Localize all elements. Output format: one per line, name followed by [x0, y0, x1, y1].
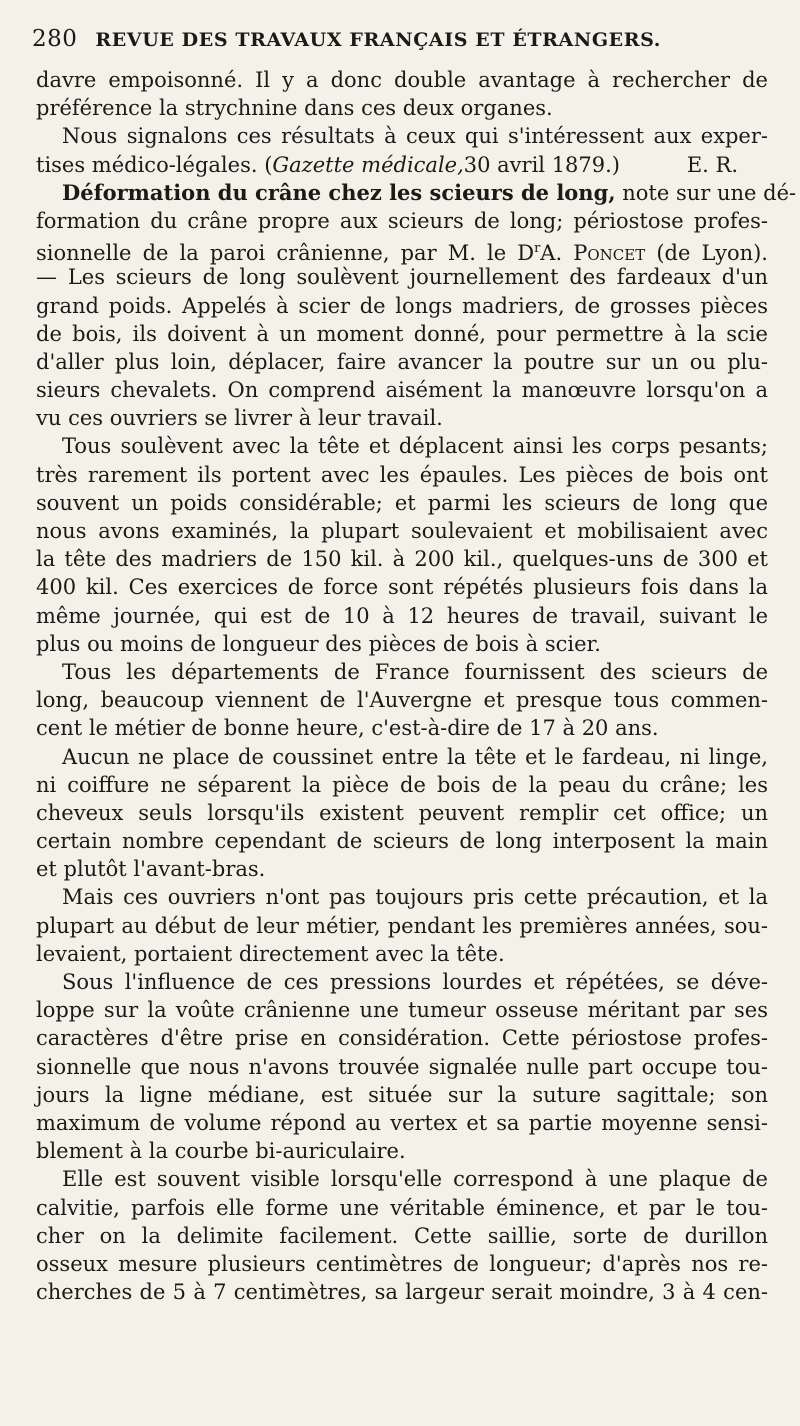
text-line: davre empoisonné. Il y a donc double avantage à rechercher de — [36, 68, 768, 92]
text-line: long, beaucoup viennent de l'Auvergne et presque tous commen- — [36, 688, 768, 713]
text-line: formation du crâne propre aux scieurs de long; périostose profes- — [36, 208, 768, 233]
text-line: souvent un poids considérable; et parmi les scieurs de long que — [36, 490, 768, 515]
text-line: — Les scieurs de long soulèvent journellement des fardeaux d'un — [36, 265, 768, 290]
text-line: maximum de volume répond au vertex et sa partie moyenne sensi- — [36, 1110, 768, 1135]
author-initials: E. R. — [686, 152, 738, 177]
superscript: r — [534, 241, 541, 257]
paragraph-citation — [32, 122, 768, 178]
text-line: vu ces ouvriers se livrer à leur travail. — [36, 406, 443, 431]
text-line: cherches de 5 à 7 centimètres, sa largeur serait moindre, 3 à 4 cen- — [36, 1280, 768, 1305]
author-name: Poncet — [573, 241, 646, 266]
citation-date: 30 avril 1879.) — [463, 152, 621, 177]
text-line: nous avons examinés, la plupart soulevaient et mobilisaient avec — [36, 519, 768, 543]
text-fragment: A. — [540, 241, 574, 266]
text-line: 400 kil. Ces exercices de force sont répétés plusieurs fois dans la — [36, 575, 768, 600]
text-line: caractères d'être prise en considération. Cette périostose profes- — [36, 1026, 768, 1051]
running-head: REVUE DES TRAVAUX FRANÇAIS ET ÉTRANGERS. — [95, 29, 661, 51]
text-line: Tous soulèvent avec la tête et déplacent ainsi les corps pesants; — [62, 434, 768, 459]
text-fragment: note sur une dé- — [615, 180, 797, 205]
text-line: même journée, qui est de 10 à 12 heures de travail, suivant le — [36, 603, 768, 628]
paragraph-loads — [32, 432, 768, 658]
text-line: cheveux seuls lorsqu'ils existent peuvent remplir cet office; un — [36, 800, 768, 825]
text-line: la tête des madriers de 150 kil. à 200 kil., quelques-uns de 300 et — [36, 547, 768, 572]
text-line: Mais ces ouvriers n'ont pas toujours pris cette précaution, et la — [62, 885, 768, 910]
text-line: sieurs chevalets. On comprend aisément la manœuvre lorsqu'on a — [36, 378, 768, 403]
text-line: Elle est souvent visible lorsqu'elle correspond à une plaque de — [62, 1167, 768, 1192]
text-line: préférence la strychnine dans ces deux organes. — [36, 96, 553, 121]
text-line: osseux mesure plusieurs centimètres de longueur; d'après nos re- — [36, 1251, 768, 1276]
text-line — [32, 235, 768, 266]
paragraph-cushion — [32, 743, 768, 884]
text-line: cher on la delimite facilement. Cette saillie, sorte de durillon — [36, 1223, 768, 1248]
text-line: jours la ligne médiane, est située sur la suture sagittale; son — [36, 1082, 768, 1107]
page-number: 280 — [32, 26, 78, 52]
text-line: certain nombre cependant de scieurs de long interposent la main — [36, 829, 768, 854]
text-line: grand poids. Appelés à scier de longs madriers, de grosses pièces — [36, 293, 768, 318]
page-header — [32, 26, 768, 66]
paragraph-precaution — [32, 883, 768, 968]
journal-title: Gazette médicale, — [272, 152, 464, 177]
text-line: Nous signalons ces résultats à ceux qui s'intéressent aux exper- — [62, 124, 768, 149]
paragraph-periostosis — [32, 968, 768, 1165]
citation-text: tises médico-légales. ( — [36, 152, 273, 177]
text-line: très rarement ils portent avec les épaules. Les pièces de bois ont — [36, 462, 768, 487]
document-page — [32, 26, 797, 1406]
text-fragment: sionnelle de la paroi crânienne, par M. le D — [36, 241, 535, 266]
paragraph-strychnine-end — [32, 66, 768, 122]
text-line — [32, 179, 797, 207]
text-fragment: (de Lyon). — [645, 241, 768, 266]
text-line: sionnelle que nous n'avons trouvée signalée nulle part occupe tou- — [36, 1054, 768, 1079]
text-line: et plutôt l'avant-bras. — [36, 857, 266, 882]
text-line: plus ou moins de longueur des pièces de bois à scier. — [36, 631, 601, 656]
paragraph-article-intro — [32, 179, 797, 433]
text-line: levaient, portaient directement avec la tête. — [36, 941, 505, 966]
text-line: Aucun ne place de coussinet entre la tête et le fardeau, ni linge, — [62, 744, 768, 769]
text-line: loppe sur la voûte crânienne une tumeur osseuse méritant par ses — [36, 998, 768, 1023]
text-line: ni coiffure ne séparent la pièce de bois de la peau du crâne; les — [36, 772, 768, 797]
text-line: cent le métier de bonne heure, c'est-à-dire de 17 à 20 ans. — [36, 716, 659, 741]
text-line: d'aller plus loin, déplacer, faire avancer la poutre sur un ou plu- — [36, 349, 768, 374]
text-line: Sous l'influence de ces pressions lourdes et répétées, se déve- — [62, 970, 768, 994]
text-line: plupart au début de leur métier, pendant les premières années, sou- — [36, 913, 768, 938]
text-line: calvitie, parfois elle forme une véritable éminence, et par le tou- — [36, 1195, 768, 1220]
text-line: blement à la courbe bi-auriculaire. — [36, 1139, 406, 1164]
text-line: Tous les départements de France fournissent des scieurs de — [62, 659, 768, 684]
paragraph-departments — [32, 658, 768, 743]
article-title: Déformation du crâne chez les scieurs de long, — [62, 179, 616, 205]
paragraph-visibility — [32, 1165, 768, 1306]
text-line — [32, 151, 768, 179]
text-line: de bois, ils doivent à un moment donné, pour permettre à la scie — [36, 321, 768, 346]
